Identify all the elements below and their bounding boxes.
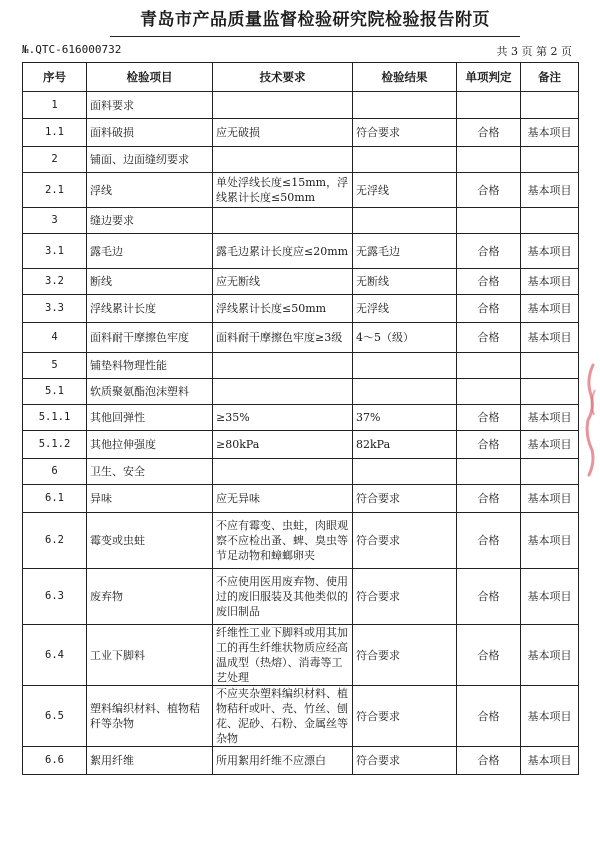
cell-verdict [457,208,521,234]
cell-remark: 基本项目 [521,119,579,147]
cell-item: 塑料编织材料、植物秸秆等杂物 [87,686,213,747]
col-header-requirement: 技术要求 [213,63,353,92]
cell-no: 3.3 [23,295,87,323]
cell-result [353,208,457,234]
cell-result: 37% [353,405,457,431]
cell-item: 浮线 [87,173,213,208]
cell-result: 无浮线 [353,173,457,208]
cell-item: 其他拉伸强度 [87,431,213,459]
col-header-item: 检验项目 [87,63,213,92]
cell-remark: 基本项目 [521,513,579,569]
cell-verdict: 合格 [457,119,521,147]
cell-item: 露毛边 [87,234,213,269]
cell-requirement: ≥80kPa [213,431,353,459]
cell-requirement: 面料耐干摩擦色牢度≥3级 [213,323,353,353]
table-row [23,119,579,147]
table-row [23,269,579,295]
cell-remark [521,147,579,173]
cell-result: 4～5（级） [353,323,457,353]
cell-no: 5 [23,353,87,379]
table-row [23,353,579,379]
report-number: №.QTC-616000732 [22,43,122,56]
cell-result: 无断线 [353,269,457,295]
cell-remark: 基本项目 [521,747,579,775]
cell-no: 6.6 [23,747,87,775]
cell-verdict: 合格 [457,269,521,295]
cell-item: 铺面、边面缝纫要求 [87,147,213,173]
cell-requirement: 所用絮用纤维不应漂白 [213,747,353,775]
cell-item: 霉变或虫蛀 [87,513,213,569]
cell-requirement: 单处浮线长度≤15mm，浮线累计长度≤50mm [213,173,353,208]
cell-remark: 基本项目 [521,234,579,269]
table-row [23,686,579,747]
cell-remark: 基本项目 [521,323,579,353]
cell-result [353,147,457,173]
cell-no: 3.2 [23,269,87,295]
cell-item: 絮用纤维 [87,747,213,775]
cell-item: 软质聚氨酯泡沫塑料 [87,379,213,405]
table-row [23,405,579,431]
cell-result: 符合要求 [353,625,457,686]
cell-remark: 基本项目 [521,295,579,323]
title-underline [110,36,520,37]
cell-no: 6 [23,459,87,485]
cell-item: 面料破损 [87,119,213,147]
cell-remark [521,459,579,485]
cell-remark: 基本项目 [521,569,579,625]
cell-item: 面料要求 [87,92,213,119]
cell-remark: 基本项目 [521,686,579,747]
cell-result: 符合要求 [353,485,457,513]
cell-requirement: 应无破损 [213,119,353,147]
col-header-verdict: 单项判定 [457,63,521,92]
cell-verdict [457,147,521,173]
cell-verdict: 合格 [457,513,521,569]
cell-verdict: 合格 [457,625,521,686]
cell-verdict: 合格 [457,405,521,431]
red-seal-stamp-edge [583,360,597,480]
table-row [23,323,579,353]
cell-verdict: 合格 [457,173,521,208]
page-title: 青岛市产品质量监督检验研究院检验报告附页 [140,10,490,30]
cell-item: 异味 [87,485,213,513]
cell-no: 6.3 [23,569,87,625]
cell-item: 工业下脚料 [87,625,213,686]
table-row [23,295,579,323]
table-row [23,173,579,208]
cell-no: 5.1.2 [23,431,87,459]
cell-requirement: 露毛边累计长度应≤20mm [213,234,353,269]
cell-verdict [457,379,521,405]
inspection-table [22,62,579,775]
table-row [23,513,579,569]
cell-remark [521,353,579,379]
table-row [23,625,579,686]
cell-result: 符合要求 [353,119,457,147]
cell-result: 符合要求 [353,513,457,569]
col-header-no: 序号 [23,63,87,92]
cell-result [353,353,457,379]
cell-requirement: 应无断线 [213,269,353,295]
cell-requirement [213,353,353,379]
table-row [23,379,579,405]
cell-no: 2.1 [23,173,87,208]
cell-remark [521,92,579,119]
col-header-result: 检验结果 [353,63,457,92]
cell-no: 6.4 [23,625,87,686]
cell-result: 符合要求 [353,686,457,747]
cell-verdict [457,353,521,379]
cell-no: 6.2 [23,513,87,569]
cell-no: 5.1 [23,379,87,405]
table-row [23,569,579,625]
cell-verdict: 合格 [457,569,521,625]
cell-requirement [213,379,353,405]
cell-requirement: 纤维性工业下脚料或用其加工的再生纤维状物质应经高温成型（热熔）、消毒等工艺处理 [213,625,353,686]
cell-no: 1.1 [23,119,87,147]
cell-result: 符合要求 [353,569,457,625]
cell-item: 浮线累计长度 [87,295,213,323]
cell-verdict: 合格 [457,295,521,323]
table-row [23,147,579,173]
cell-result: 无露毛边 [353,234,457,269]
table-row [23,208,579,234]
cell-no: 4 [23,323,87,353]
cell-no: 6.5 [23,686,87,747]
cell-remark [521,208,579,234]
cell-remark: 基本项目 [521,405,579,431]
cell-requirement: 不应有霉变、虫蛀，肉眼观察不应检出蚤、蜱、臭虫等节足动物和蟑螂卵夹 [213,513,353,569]
cell-result [353,379,457,405]
cell-no: 1 [23,92,87,119]
cell-requirement: 不应使用医用废弃物、使用过的废旧服装及其他类似的废旧制品 [213,569,353,625]
cell-result: 符合要求 [353,747,457,775]
cell-requirement [213,147,353,173]
table-row [23,459,579,485]
table-row [23,485,579,513]
table-row [23,747,579,775]
cell-verdict: 合格 [457,234,521,269]
cell-result [353,459,457,485]
cell-item: 面料耐干摩擦色牢度 [87,323,213,353]
table-row [23,234,579,269]
cell-requirement: 浮线累计长度≤50mm [213,295,353,323]
table-header-row [23,63,579,92]
cell-no: 5.1.1 [23,405,87,431]
cell-remark [521,379,579,405]
cell-no: 6.1 [23,485,87,513]
cell-result: 82kPa [353,431,457,459]
cell-verdict: 合格 [457,323,521,353]
col-header-remark: 备注 [521,63,579,92]
cell-no: 2 [23,147,87,173]
cell-verdict: 合格 [457,431,521,459]
cell-verdict: 合格 [457,747,521,775]
cell-no: 3.1 [23,234,87,269]
cell-requirement: 不应夹杂塑料编织材料、植物秸秆或叶、壳、竹丝、刨花、泥砂、石粉、金属丝等杂物 [213,686,353,747]
cell-verdict [457,92,521,119]
cell-item: 其他回弹性 [87,405,213,431]
cell-item: 缝边要求 [87,208,213,234]
cell-verdict [457,459,521,485]
cell-item: 废弃物 [87,569,213,625]
cell-requirement [213,92,353,119]
cell-requirement: ≥35% [213,405,353,431]
cell-remark: 基本项目 [521,485,579,513]
cell-remark: 基本项目 [521,173,579,208]
cell-result: 无浮线 [353,295,457,323]
cell-result [353,92,457,119]
cell-no: 3 [23,208,87,234]
cell-remark: 基本项目 [521,431,579,459]
cell-item: 铺垫料物理性能 [87,353,213,379]
cell-requirement: 应无异味 [213,485,353,513]
cell-remark: 基本项目 [521,269,579,295]
page-info: 共 3 页 第 2 页 [496,45,572,58]
table-body [23,92,579,775]
cell-verdict: 合格 [457,485,521,513]
cell-requirement [213,459,353,485]
cell-verdict: 合格 [457,686,521,747]
table-row [23,92,579,119]
cell-item: 卫生、安全 [87,459,213,485]
table-row [23,431,579,459]
cell-item: 断线 [87,269,213,295]
cell-requirement [213,208,353,234]
cell-remark: 基本项目 [521,625,579,686]
